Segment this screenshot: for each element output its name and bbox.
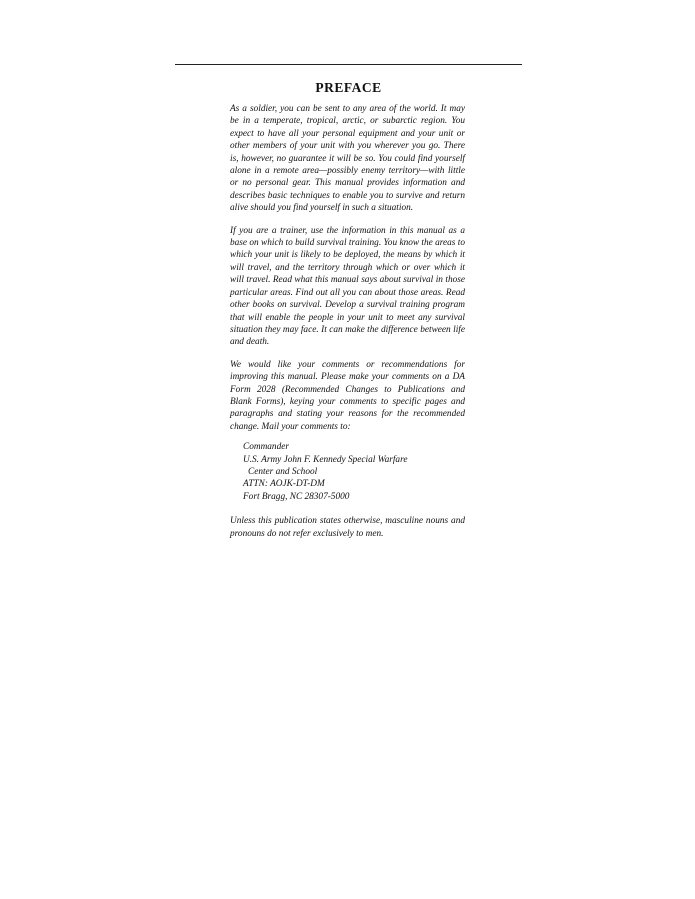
address-line: Center and School [248,466,318,477]
address-line: Fort Bragg, NC 28307-5000 [243,491,350,502]
paragraph-closing: Unless this publication states otherwise, masculine nouns and pronouns do not refer exclusively to men. [230,516,465,539]
paragraph-intro: As a soldier, you can be sent to any area of the world. It may be in a temperate, tropical, arctic, or subarctic region. You expect to have all your personal equipment and your unit or other members of your unit with you wherever you go. There is, however, no guarantee it will be so. You could find yourself alone in a remote area—possibly enemy territory—with little or no personal gear. This manual provides information and describes basic techniques to enable you to survive and return alive should you find yourself in such a situation. [230,104,465,214]
address-line: U.S. Army John F. Kennedy Special Warfare [243,454,408,465]
preface-body [230,103,465,550]
top-divider-rule [175,64,522,65]
mailing-address [243,441,465,503]
paragraph-trainer: If you are a trainer, use the information in this manual as a base on which to build survival training. You know the areas to which your unit is likely to be deployed, the means by which it will travel, and the territory through which or over which it will travel. Read what this manual says about survival in those particular areas. Find out all you can about those areas. Read other books on survival. Develop a survival training program that will enable the people in your unit to meet any survival situation they may face. It can make the difference between life and death. [230,225,465,348]
page-title: PREFACE [315,80,382,95]
address-line: ATTN: AOJK-DT-DM [243,479,325,490]
address-line: Commander [243,442,289,453]
paragraph-comments: We would like your comments or recommendations for improving this manual. Please make your comments on a DA Form 2028 (Recommended Changes to Publications and Blank Forms), keying your comments to specific pages and paragraphs and stating your reasons for the recommended change. Mail your comments to: [230,359,465,432]
